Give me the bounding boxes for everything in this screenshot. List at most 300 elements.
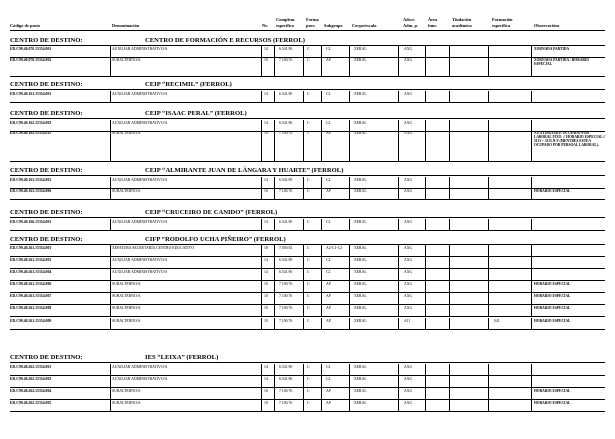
cell-corpo: XERAL <box>354 401 367 405</box>
cell-observacions: HORARIO ESPECIAL <box>534 282 571 286</box>
column-divider <box>349 269 350 280</box>
cell-complemento: 7.100,76 <box>279 294 293 298</box>
cell-adscr: AXG <box>404 270 413 274</box>
cell-subgrupo: C2 <box>326 270 331 274</box>
cell-complemento: 7.100,76 <box>279 58 293 62</box>
row-rule <box>10 292 605 293</box>
header-complemento-top: Complem. <box>276 17 296 22</box>
table-row <box>0 401 615 411</box>
row-rule <box>10 102 605 103</box>
column-divider <box>425 130 426 161</box>
cell-subgrupo: C2 <box>326 365 331 369</box>
column-divider <box>349 305 350 316</box>
header-area-top: Área <box>428 17 438 22</box>
column-divider <box>110 177 111 188</box>
cell-adscr: AXG <box>404 282 413 286</box>
center-label: CENTRO DE DESTINO: <box>10 167 83 174</box>
cell-corpo: XERAL <box>354 319 367 323</box>
column-divider <box>303 318 304 329</box>
column-divider <box>488 245 489 256</box>
cell-adscr: AXG <box>404 389 413 393</box>
cell-corpo: XERAL <box>354 220 367 224</box>
column-divider <box>274 257 275 268</box>
column-divider <box>110 245 111 256</box>
cell-complemento: 7.100,76 <box>279 282 293 286</box>
column-divider <box>449 130 450 161</box>
cell-complemento: 7.059,92 <box>279 246 293 250</box>
column-divider <box>425 46 426 57</box>
column-divider <box>425 364 426 375</box>
column-divider <box>261 57 262 76</box>
column-divider <box>261 177 262 188</box>
cell-corpo: XERAL <box>354 92 367 96</box>
column-divider <box>449 177 450 188</box>
column-divider <box>321 305 322 316</box>
cell-adscr: AXG <box>404 58 413 62</box>
column-divider <box>261 305 262 316</box>
row-rule <box>10 387 605 388</box>
cell-forma: C <box>307 282 310 286</box>
cell-corpo: XERAL <box>354 246 367 250</box>
column-divider <box>398 376 399 387</box>
column-divider <box>261 245 262 256</box>
cell-subgrupo: C2 <box>326 377 331 381</box>
cell-code: ED.C99.40.261.15354.008 <box>10 306 52 310</box>
column-divider <box>488 130 489 161</box>
cell-formacion: 041 <box>494 319 500 323</box>
cell-observacions: HORARIO ESPECIAL <box>534 294 571 298</box>
cell-nivel: 18 <box>264 246 268 250</box>
cell-denominacion: SUBALTERNO/A <box>112 401 141 405</box>
header-forma-bottom: prov. <box>306 23 316 28</box>
cell-denominacion: AUXILIAR ADMINISTRATIVO/A <box>112 377 168 381</box>
cell-nivel: 10 <box>264 389 268 393</box>
column-divider <box>425 388 426 399</box>
cell-denominacion: SUBALTERNO/A <box>112 282 141 286</box>
column-divider <box>398 281 399 292</box>
row-rule <box>10 268 605 269</box>
column-divider <box>531 293 532 304</box>
column-divider <box>531 91 532 102</box>
cell-code: ED.C99.40.166.15354.001 <box>10 220 52 224</box>
column-divider <box>449 219 450 230</box>
column-divider <box>398 91 399 102</box>
table-row <box>0 258 615 268</box>
cell-corpo: XERAL <box>354 258 367 262</box>
cell-adscr: A11 <box>404 319 411 323</box>
cell-code: ED.C99.40.262.15354.004 <box>10 389 52 393</box>
cell-denominacion: SUBALTERNO/A <box>112 58 141 62</box>
cell-denominacion: SUBALTERNO/A <box>112 131 141 135</box>
table-row <box>0 220 615 230</box>
cell-observacions: XORNADA PARTIDA / HORARIO ESPECIAL <box>534 58 590 67</box>
center-label: CENTRO DE DESTINO: <box>10 37 83 44</box>
column-divider <box>398 245 399 256</box>
cell-corpo: XERAL <box>354 121 367 125</box>
cell-subgrupo: AP <box>326 389 331 393</box>
column-divider <box>349 219 350 230</box>
cell-complemento: 7.100,76 <box>279 319 293 323</box>
column-divider <box>398 318 399 329</box>
cell-nivel: 14 <box>264 220 268 224</box>
header-rule <box>10 30 605 31</box>
column-divider <box>531 305 532 316</box>
column-divider <box>425 269 426 280</box>
center-name: CEIP “ALMIRANTE JUAN DE LÁNGARA Y HUARTE” (FERROL) <box>145 167 344 174</box>
column-divider <box>110 376 111 387</box>
cell-adscr: AXG <box>404 92 413 96</box>
cell-corpo: XERAL <box>354 189 367 193</box>
cell-forma: C <box>307 189 310 193</box>
cell-denominacion: SUBALTERNO/A <box>112 306 141 310</box>
cell-forma: C <box>307 47 310 51</box>
center-rule <box>10 89 605 90</box>
cell-subgrupo: AP <box>326 294 331 298</box>
row-rule <box>10 411 605 412</box>
cell-forma: C <box>307 178 310 182</box>
column-divider <box>349 293 350 304</box>
column-divider <box>321 400 322 411</box>
cell-forma: C <box>307 58 310 62</box>
row-rule <box>10 375 605 376</box>
cell-adscr: AXG <box>404 220 413 224</box>
cell-complemento: 7.100,76 <box>279 131 293 135</box>
column-divider <box>321 293 322 304</box>
column-divider <box>425 293 426 304</box>
column-divider <box>349 376 350 387</box>
column-divider <box>425 281 426 292</box>
cell-code: ED.C99.40.262.15354.005 <box>10 401 52 405</box>
column-divider <box>425 376 426 387</box>
center-rule <box>10 362 605 363</box>
cell-denominacion: SUBALTERNO/A <box>112 319 141 323</box>
table-row <box>0 121 615 131</box>
column-divider <box>110 46 111 57</box>
column-divider <box>449 245 450 256</box>
column-divider <box>449 318 450 329</box>
cell-nivel: 10 <box>264 131 268 135</box>
table-row <box>0 319 615 329</box>
column-divider <box>274 245 275 256</box>
cell-nivel: 10 <box>264 189 268 193</box>
column-divider <box>425 91 426 102</box>
column-divider <box>531 46 532 57</box>
header-forma-top: Forma <box>306 17 319 22</box>
column-divider <box>349 388 350 399</box>
cell-subgrupo: AP <box>326 306 331 310</box>
column-divider <box>349 188 350 199</box>
column-divider <box>398 269 399 280</box>
column-divider <box>261 388 262 399</box>
cell-denominacion: AUXILIAR ADMINISTRATIVO/A <box>112 220 168 224</box>
center-name: IES “LEIXA” (FERROL) <box>145 354 219 361</box>
column-divider <box>349 364 350 375</box>
cell-denominacion: SUBALTERNO/A <box>112 189 141 193</box>
cell-forma: C <box>307 121 310 125</box>
cell-code: ED.C99.40.261.15354.007 <box>10 294 52 298</box>
cell-adscr: AXG <box>404 47 413 51</box>
cell-subgrupo: AP <box>326 131 331 135</box>
cell-code: ED.C99.40.261.15354.004 <box>10 270 52 274</box>
cell-denominacion: SUBALTERNO/A <box>112 294 141 298</box>
column-divider <box>531 245 532 256</box>
cell-denominacion: XEFATURA SECRETARÍA CENTRO EDUCATIVO <box>112 246 194 250</box>
cell-subgrupo: C2 <box>326 258 331 262</box>
cell-denominacion: AUXILIAR ADMINISTRATIVO/A <box>112 270 168 274</box>
column-divider <box>349 130 350 161</box>
center-rule <box>10 175 605 176</box>
cell-nivel: 10 <box>264 306 268 310</box>
column-divider <box>531 219 532 230</box>
column-divider <box>321 376 322 387</box>
center-label: CENTRO DE DESTINO: <box>10 81 83 88</box>
cell-complemento: 7.100,76 <box>279 401 293 405</box>
cell-forma: C <box>307 401 310 405</box>
column-divider <box>261 130 262 161</box>
column-divider <box>321 57 322 76</box>
table-row <box>0 178 615 188</box>
table-row <box>0 131 615 161</box>
cell-observacions: HORARIO ESPECIAL <box>534 401 571 405</box>
column-divider <box>110 91 111 102</box>
column-divider <box>449 281 450 292</box>
column-divider <box>321 130 322 161</box>
column-divider <box>531 188 532 199</box>
cell-code: ED.C99.40.262.15354.002 <box>10 377 52 381</box>
column-divider <box>261 376 262 387</box>
row-rule <box>10 280 605 281</box>
column-divider <box>488 219 489 230</box>
column-divider <box>531 318 532 329</box>
column-divider <box>398 364 399 375</box>
cell-complemento: 6.541,90 <box>279 47 293 51</box>
column-divider <box>425 318 426 329</box>
column-divider <box>488 269 489 280</box>
column-divider <box>398 388 399 399</box>
cell-forma: C <box>307 377 310 381</box>
center-rule <box>10 118 605 119</box>
column-divider <box>449 293 450 304</box>
cell-code: ED.C99.40.163.15354.001 <box>10 178 52 182</box>
column-divider <box>110 269 111 280</box>
column-divider <box>321 91 322 102</box>
column-divider <box>110 188 111 199</box>
column-divider <box>303 57 304 76</box>
column-divider <box>303 219 304 230</box>
column-divider <box>303 245 304 256</box>
column-divider <box>349 400 350 411</box>
cell-denominacion: AUXILIAR ADMINISTRATIVO/A <box>112 178 168 182</box>
cell-complemento: 6.541,90 <box>279 270 293 274</box>
column-divider <box>110 281 111 292</box>
cell-corpo: XERAL <box>354 58 367 62</box>
column-divider <box>449 91 450 102</box>
column-divider <box>110 364 111 375</box>
cell-denominacion: AUXILIAR ADMINISTRATIVO/A <box>112 121 168 125</box>
column-divider <box>321 318 322 329</box>
header-subgrupo: Subgrupo <box>324 23 343 28</box>
column-divider <box>110 130 111 161</box>
column-divider <box>398 177 399 188</box>
cell-code: ED.C99.40.261.15354.009 <box>10 319 52 323</box>
column-divider <box>449 257 450 268</box>
header-titulacion-bottom: académica <box>452 23 472 28</box>
cell-code: ED.C99.40.163.15354.006 <box>10 189 52 193</box>
column-divider <box>531 57 532 76</box>
column-divider <box>274 400 275 411</box>
cell-subgrupo: AP <box>326 58 331 62</box>
column-divider <box>303 130 304 161</box>
column-divider <box>449 364 450 375</box>
column-divider <box>110 388 111 399</box>
column-divider <box>398 219 399 230</box>
column-divider <box>398 257 399 268</box>
column-divider <box>274 281 275 292</box>
row-rule <box>10 76 605 77</box>
column-divider <box>303 188 304 199</box>
column-divider <box>261 219 262 230</box>
column-divider <box>488 364 489 375</box>
cell-nivel: 14 <box>264 121 268 125</box>
cell-nivel: 14 <box>264 178 268 182</box>
cell-nivel: 10 <box>264 319 268 323</box>
cell-nivel: 14 <box>264 365 268 369</box>
column-divider <box>425 177 426 188</box>
column-divider <box>488 281 489 292</box>
cell-complemento: 6.541,90 <box>279 377 293 381</box>
column-divider <box>425 400 426 411</box>
column-divider <box>321 281 322 292</box>
header-complemento-bottom: específico <box>276 23 295 28</box>
column-divider <box>531 257 532 268</box>
column-divider <box>261 269 262 280</box>
cell-nivel: 14 <box>264 377 268 381</box>
cell-subgrupo: C2 <box>326 121 331 125</box>
cell-nivel: 14 <box>264 270 268 274</box>
table-row <box>0 365 615 375</box>
cell-code: ED.C99.40.070.15354.002 <box>10 58 52 62</box>
column-divider <box>303 305 304 316</box>
cell-code: ED.C99.40.261.15354.006 <box>10 282 52 286</box>
cell-denominacion: SUBALTERNO/A <box>112 389 141 393</box>
cell-forma: C <box>307 246 310 250</box>
column-divider <box>449 188 450 199</box>
cell-denominacion: AUXILIAR ADMINISTRATIVO/A <box>112 92 168 96</box>
column-divider <box>261 188 262 199</box>
table-row <box>0 47 615 57</box>
cell-forma: C <box>307 306 310 310</box>
header-adscr-bottom: Adm. p. <box>403 23 419 28</box>
column-divider <box>303 293 304 304</box>
row-rule <box>10 199 605 200</box>
column-divider <box>398 400 399 411</box>
column-divider <box>449 376 450 387</box>
column-divider <box>303 269 304 280</box>
column-divider <box>274 364 275 375</box>
cell-complemento: 7.100,76 <box>279 389 293 393</box>
table-row <box>0 270 615 280</box>
column-divider <box>303 376 304 387</box>
center-label: CENTRO DE DESTINO: <box>10 236 83 243</box>
cell-adscr: AXG <box>404 401 413 405</box>
table-row <box>0 377 615 387</box>
column-divider <box>531 269 532 280</box>
column-divider <box>425 305 426 316</box>
cell-code: ED.C99.40.070.15354.001 <box>10 47 52 51</box>
column-divider <box>488 257 489 268</box>
cell-forma: C <box>307 131 310 135</box>
column-divider <box>321 177 322 188</box>
column-divider <box>274 46 275 57</box>
cell-subgrupo: C2 <box>326 92 331 96</box>
cell-denominacion: AUXILIAR ADMINISTRATIVO/A <box>112 47 168 51</box>
column-divider <box>398 57 399 76</box>
column-divider <box>531 388 532 399</box>
column-divider <box>488 388 489 399</box>
column-divider <box>303 281 304 292</box>
column-divider <box>321 388 322 399</box>
column-divider <box>488 400 489 411</box>
column-divider <box>398 46 399 57</box>
column-divider <box>274 219 275 230</box>
column-divider <box>321 219 322 230</box>
column-divider <box>449 305 450 316</box>
column-divider <box>274 305 275 316</box>
cell-adscr: AXG <box>404 178 413 182</box>
cell-code: ED.C99.40.261.15354.003 <box>10 258 52 262</box>
column-divider <box>488 305 489 316</box>
cell-nivel: 10 <box>264 401 268 405</box>
center-rule <box>10 244 605 245</box>
column-divider <box>531 130 532 161</box>
column-divider <box>303 91 304 102</box>
cell-corpo: XERAL <box>354 178 367 182</box>
column-divider <box>303 364 304 375</box>
column-divider <box>488 91 489 102</box>
table-row <box>0 92 615 102</box>
row-rule <box>10 329 605 330</box>
header-denominacion: Denominación <box>112 23 140 28</box>
column-divider <box>398 305 399 316</box>
column-divider <box>261 400 262 411</box>
column-divider <box>425 257 426 268</box>
column-divider <box>274 91 275 102</box>
cell-corpo: XERAL <box>354 47 367 51</box>
cell-forma: C <box>307 294 310 298</box>
column-divider <box>261 364 262 375</box>
column-divider <box>349 281 350 292</box>
row-rule <box>10 256 605 257</box>
column-divider <box>110 57 111 76</box>
row-rule <box>10 304 605 305</box>
cell-code: ED.C99.40.161.15354.001 <box>10 92 52 96</box>
column-divider <box>425 188 426 199</box>
cell-adscr: AXG <box>404 365 413 369</box>
column-divider <box>349 177 350 188</box>
column-divider <box>110 400 111 411</box>
header-nivel: Nv. <box>262 23 269 28</box>
cell-complemento: 6.541,90 <box>279 258 293 262</box>
column-divider <box>303 257 304 268</box>
cell-subgrupo: AP <box>326 282 331 286</box>
cell-adscr: AXG <box>404 131 413 135</box>
column-divider <box>110 293 111 304</box>
header-adscr-top: Adscr. <box>403 17 415 22</box>
cell-nivel: 10 <box>264 282 268 286</box>
column-divider <box>274 130 275 161</box>
cell-observacions: HORARIO ESPECIAL <box>534 306 571 310</box>
column-divider <box>110 257 111 268</box>
